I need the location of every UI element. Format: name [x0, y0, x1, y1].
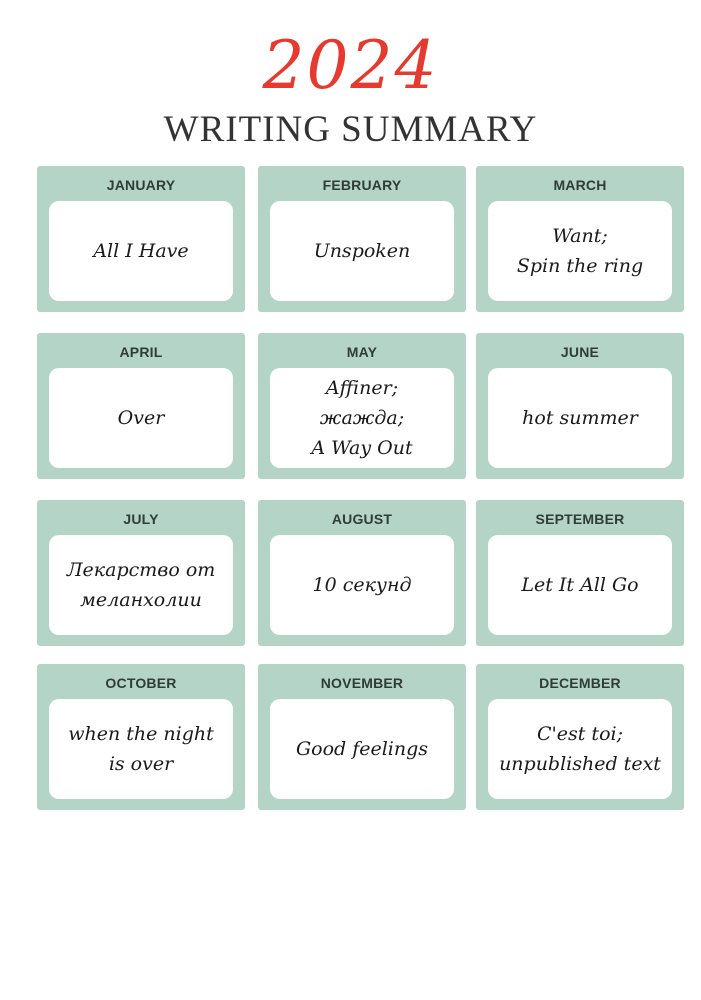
- month-works-box: [49, 535, 233, 635]
- work-title: 10 секунд: [312, 574, 412, 596]
- work-title: Want;: [552, 225, 608, 247]
- works-text: [522, 403, 638, 433]
- month-label: SEPTEMBER: [535, 511, 625, 527]
- month-label: FEBRUARY: [322, 177, 402, 193]
- month-label: APRIL: [119, 344, 163, 360]
- work-title: C'est toi;: [537, 723, 623, 745]
- work-title: Spin the ring: [516, 255, 644, 277]
- works-text: [517, 221, 643, 281]
- month-works-box: [49, 699, 233, 799]
- month-works-box: [488, 699, 672, 799]
- works-text: [314, 236, 411, 266]
- works-text: [311, 373, 412, 463]
- month-card-october: [37, 664, 245, 810]
- month-label: NOVEMBER: [320, 675, 404, 691]
- work-title: when the night: [68, 723, 214, 745]
- works-text: [312, 570, 411, 600]
- works-text: [499, 719, 661, 779]
- work-title: Over: [117, 407, 165, 429]
- month-card-july: [37, 500, 245, 646]
- month-card-august: [258, 500, 466, 646]
- month-card-september: [476, 500, 684, 646]
- works-text: [68, 719, 214, 779]
- work-title: unpublished text: [499, 753, 661, 775]
- month-label: DECEMBER: [539, 675, 621, 691]
- works-text: [296, 734, 428, 764]
- month-card-january: [37, 166, 245, 312]
- month-card-march: [476, 166, 684, 312]
- month-label: JANUARY: [106, 177, 176, 193]
- month-label: MARCH: [553, 177, 607, 193]
- month-works-box: [49, 368, 233, 468]
- month-works-box: [488, 535, 672, 635]
- work-title: A Way Out: [311, 437, 413, 459]
- month-label: JUNE: [560, 344, 600, 360]
- month-works-box: [49, 201, 233, 301]
- month-works-box: [270, 535, 454, 635]
- works-text: [93, 236, 188, 266]
- month-works-box: [488, 368, 672, 468]
- month-label: OCTOBER: [105, 675, 177, 691]
- works-text: [521, 570, 638, 600]
- month-card-june: [476, 333, 684, 479]
- month-card-april: [37, 333, 245, 479]
- work-title: жажда;: [319, 407, 405, 429]
- works-text: [67, 555, 216, 615]
- works-text: [118, 403, 165, 433]
- work-title: All I Have: [93, 240, 189, 262]
- month-card-november: [258, 664, 466, 810]
- month-label: AUGUST: [331, 511, 393, 527]
- month-label: MAY: [346, 344, 378, 360]
- work-title: меланхолии: [80, 589, 202, 611]
- work-title: Лекарство от: [66, 559, 216, 581]
- month-card-december: [476, 664, 684, 810]
- work-title: hot summer: [522, 407, 638, 429]
- work-title: Good feelings: [295, 738, 429, 760]
- month-card-may: [258, 333, 466, 479]
- month-works-box: [270, 368, 454, 468]
- month-works-box: [488, 201, 672, 301]
- month-works-box: [270, 201, 454, 301]
- month-label: JULY: [123, 511, 159, 527]
- work-title: Affiner;: [325, 377, 399, 399]
- year-heading: 2024: [262, 27, 439, 104]
- month-works-box: [270, 699, 454, 799]
- work-title: Unspoken: [313, 240, 411, 262]
- month-card-february: [258, 166, 466, 312]
- work-title: Let It All Go: [521, 574, 639, 596]
- page-title: WRITING SUMMARY: [163, 109, 538, 150]
- work-title: is over: [108, 753, 174, 775]
